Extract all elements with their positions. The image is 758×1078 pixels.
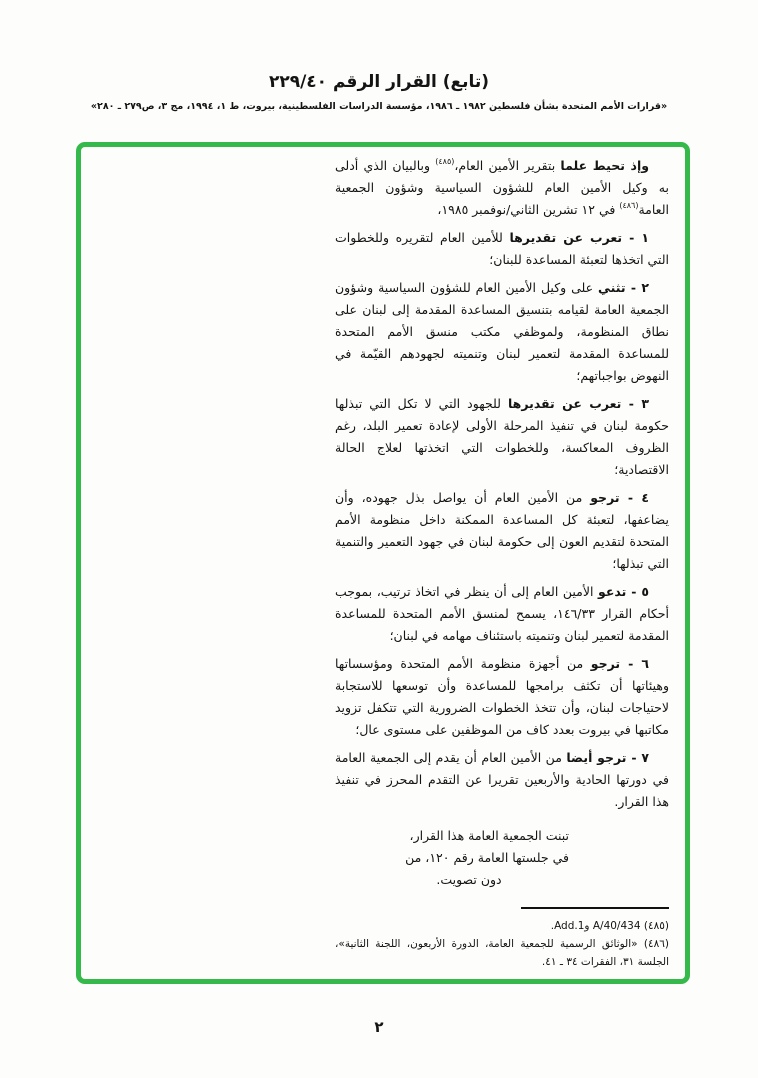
footnote-ref-486: (٤٨٦) xyxy=(619,201,639,210)
footnotes-section xyxy=(335,907,669,971)
adoption-note xyxy=(369,825,569,891)
operative-paragraph-6 xyxy=(335,653,669,741)
operative-paragraph-2 xyxy=(335,277,669,387)
paragraph-text: الأمين العام إلى أن ينظر في اتخاذ ترتيب، بموجب أحكام القرار ١٤٦/٣٣، يسمح لمنسق الأمم المتحدة للمساعدة المقدمة لتعمير لبنان وتنميته باستئناف مهامه في لبنان؛ xyxy=(335,584,669,643)
paragraph-text: من الأمين العام أن يواصل بذل جهوده، وأن يضاعفها، لتعبئة كل المساعدة الممكنة داخل منظومة الأمم المتحدة لتقديم العون إلى حكومة لبنان في جهود التعمير والتنمية التي تبذلها؛ xyxy=(335,490,669,571)
footnote-label: (٤٨٦) xyxy=(643,938,669,950)
footnote-text: «الوثائق الرسمية للجمعية العامة، الدورة الأربعون، اللجنة الثانية»، الجلسة ٣١، الفقرات ٣٤ ـ ٤١. xyxy=(335,938,669,968)
adoption-note-line: تبنت الجمعية العامة هذا القرار، xyxy=(409,828,569,843)
paragraph-lead: ٣ - تعرب عن تقديرها xyxy=(507,396,649,411)
operative-paragraph-4 xyxy=(335,487,669,575)
operative-paragraph-1 xyxy=(335,227,669,271)
paragraph-text: للجهود التي لا تكل التي تبذلها حكومة لبنان في تنفيذ المرحلة الأولى لإعادة تعمير البلد، رغم الظروف المعاكسة، وللخطوات التي اتخذتها لعلاج الحالة الاقتصادية؛ xyxy=(335,396,669,477)
footnote-separator xyxy=(521,907,669,909)
paragraph-text: للأمين العام لتقريره وللخطوات التي اتخذها لتعبئة المساعدة للبنان؛ xyxy=(335,230,669,267)
paragraph-lead: ٦ - ترجو xyxy=(590,656,649,671)
paragraph-lead: ٢ - تثني xyxy=(598,280,649,295)
footnote-ref-485: (٤٨٥) xyxy=(435,157,455,166)
citation-line: «قرارات الأمم المتحدة بشأن فلسطين ١٩٨٢ ـ ١٩٨٦، مؤسسة الدراسات الفلسطينية، بيروت، ط ١، ١٩٩٤، مج ٣، ص٢٧٩ ـ ٢٨٠» xyxy=(90,101,668,112)
highlight-box xyxy=(76,142,690,984)
paragraph-text: من أجهزة منظومة الأمم المتحدة ومؤسساتها وهيئاتها أن تكثف برامجها للمساعدة وأن توسعها للاستجابة لاحتياجات لبنان، وأن تتخذ الخطوات الضرورية التي تتكفل تزويد مكاتبها في بيروت بعدد كاف من الموظفين على مستوى عال؛ xyxy=(335,656,669,737)
paragraph-lead: ١ - تعرب عن تقديرها xyxy=(509,230,649,245)
operative-paragraph-3 xyxy=(335,393,669,481)
paragraph-text: على وكيل الأمين العام للشؤون السياسية وشؤون الجمعية العامة لقيامه بتنسيق المساعدة المقدمة إلى لبنان على نطاق المنظومة، ولموظفي مكتب منسق الأمم المتحدة للمساعدة المقدمة لتعمير لبنان وتنميته لجهودهم القيّمة في النهوض بواجباتهم؛ xyxy=(335,280,669,383)
adoption-note-line: في جلستها العامة رقم ١٢٠، من xyxy=(405,850,569,865)
page-header xyxy=(0,72,758,112)
footnote-485 xyxy=(335,917,669,935)
paragraph-text: من الأمين العام أن يقدم إلى الجمعية العامة في دورتها الحادية والأربعين تقريرا عن التقدم المحرز في تنفيذ هذا القرار. xyxy=(335,750,669,809)
footnote-486 xyxy=(335,935,669,971)
footnote-text: A/40/434 وAdd.1. xyxy=(550,920,644,932)
resolution-text-column xyxy=(335,155,669,971)
resolution-title: (تابع) القرار الرقم ٢٢٩/٤٠ xyxy=(268,72,490,92)
paragraph-text: في ١٢ تشرين الثاني/نوفمبر ١٩٨٥، xyxy=(437,202,620,217)
preamble-paragraph xyxy=(335,155,669,221)
paragraph-lead: وإذ تحيط علما xyxy=(560,158,649,173)
footnote-label: (٤٨٥) xyxy=(643,920,669,932)
paragraph-lead: ٥ - تدعو xyxy=(598,584,649,599)
page-number: ٢ xyxy=(374,1018,384,1036)
paragraph-lead: ٧ - ترجو أيضا xyxy=(566,750,649,765)
adoption-note-line: دون تصويت. xyxy=(436,872,502,887)
operative-paragraph-5 xyxy=(335,581,669,647)
paragraph-text: بتقرير الأمين العام، xyxy=(454,158,561,173)
paragraph-text: وبالبيان الذي أدلى به وكيل الأمين العام للشؤون السياسية وشؤون الجمعية العامة xyxy=(335,158,669,217)
paragraph-lead: ٤ - ترجو xyxy=(590,490,649,505)
operative-paragraph-7 xyxy=(335,747,669,813)
